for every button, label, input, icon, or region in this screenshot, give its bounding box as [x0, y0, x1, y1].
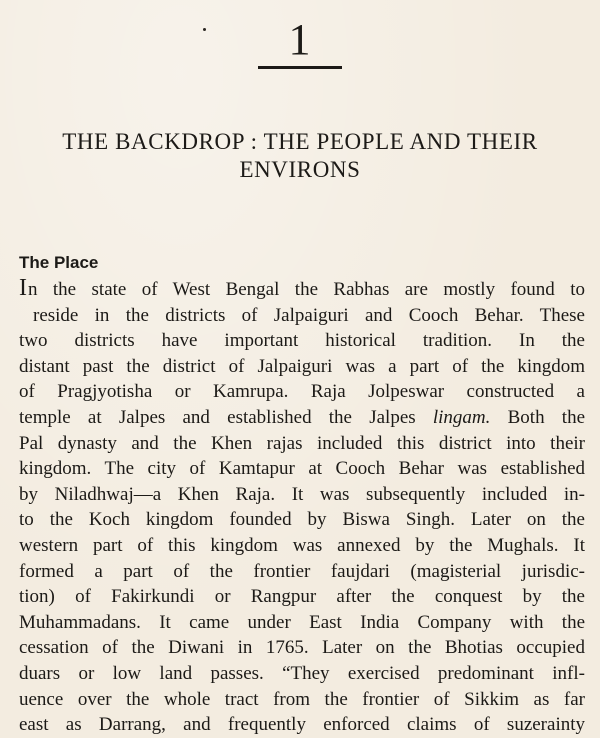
- chapter-title-line-1: THE BACKDROP : THE PEOPLE AND THEIR: [62, 129, 538, 154]
- text-line-4: distant past the district of Jalpaiguri was a part of the kingdom: [19, 355, 585, 377]
- text-line-6-start: temple at Jalpes and established the Jalpes: [19, 406, 416, 428]
- text-line-5: of Pragjyotisha or Kamrupa. Raja Jolpeswar constructed a: [19, 381, 585, 403]
- text-line-16: duars or low land passes. “They exercised predominant infl-: [19, 662, 585, 684]
- chapter-rule: [258, 66, 342, 69]
- chapter-number: 1: [288, 15, 312, 64]
- text-line-10: to the Koch kingdom founded by Biswa Singh. Later on the: [19, 509, 585, 531]
- text-line-6: [19, 405, 585, 431]
- text-line-1: [19, 277, 585, 303]
- chapter-title-line-2: ENVIRONS: [239, 157, 361, 182]
- text-line-9: by Niladhwaj—a Khen Raja. It was subsequently included in-: [19, 483, 585, 505]
- text-line-14: Muhammadans. It came under East India Company with the: [19, 611, 585, 633]
- text-line-6-italic: lingam.: [432, 406, 491, 428]
- text-line-1-rest: n the state of West Bengal the Rabhas are mostly found to: [28, 279, 585, 300]
- chapter-title: [10, 128, 590, 184]
- drop-cap: I: [19, 275, 27, 301]
- text-line-7: Pal dynasty and the Khen rajas included this district into their: [19, 432, 585, 454]
- text-line-15: cessation of the Diwani in 1765. Later on the Bhotias occupied: [19, 637, 585, 659]
- text-line-18: east as Darrang, and frequently enforced claims of suzerainty: [19, 714, 585, 736]
- text-line-13: tion) of Fakirkundi or Rangpur after the conquest by the: [19, 586, 585, 608]
- text-line-11: western part of this kingdom was annexed by the Mughals. It: [19, 534, 585, 556]
- text-line-2: reside in the districts of Jalpaiguri and Cooch Behar. These: [33, 304, 585, 326]
- section-heading: The Place: [19, 253, 99, 272]
- text-line-3: two districts have important historical tradition. In the: [19, 330, 585, 352]
- text-line-8: kingdom. The city of Kamtapur at Cooch Behar was established: [19, 458, 585, 480]
- body-paragraph: [19, 277, 585, 738]
- text-line-6-end: Both the: [507, 406, 586, 428]
- text-line-17: uence over the whole tract from the frontier of Sikkim as far: [19, 688, 585, 710]
- text-line-12: formed a part of the frontier faujdari (magisterial jurisdic-: [19, 560, 585, 582]
